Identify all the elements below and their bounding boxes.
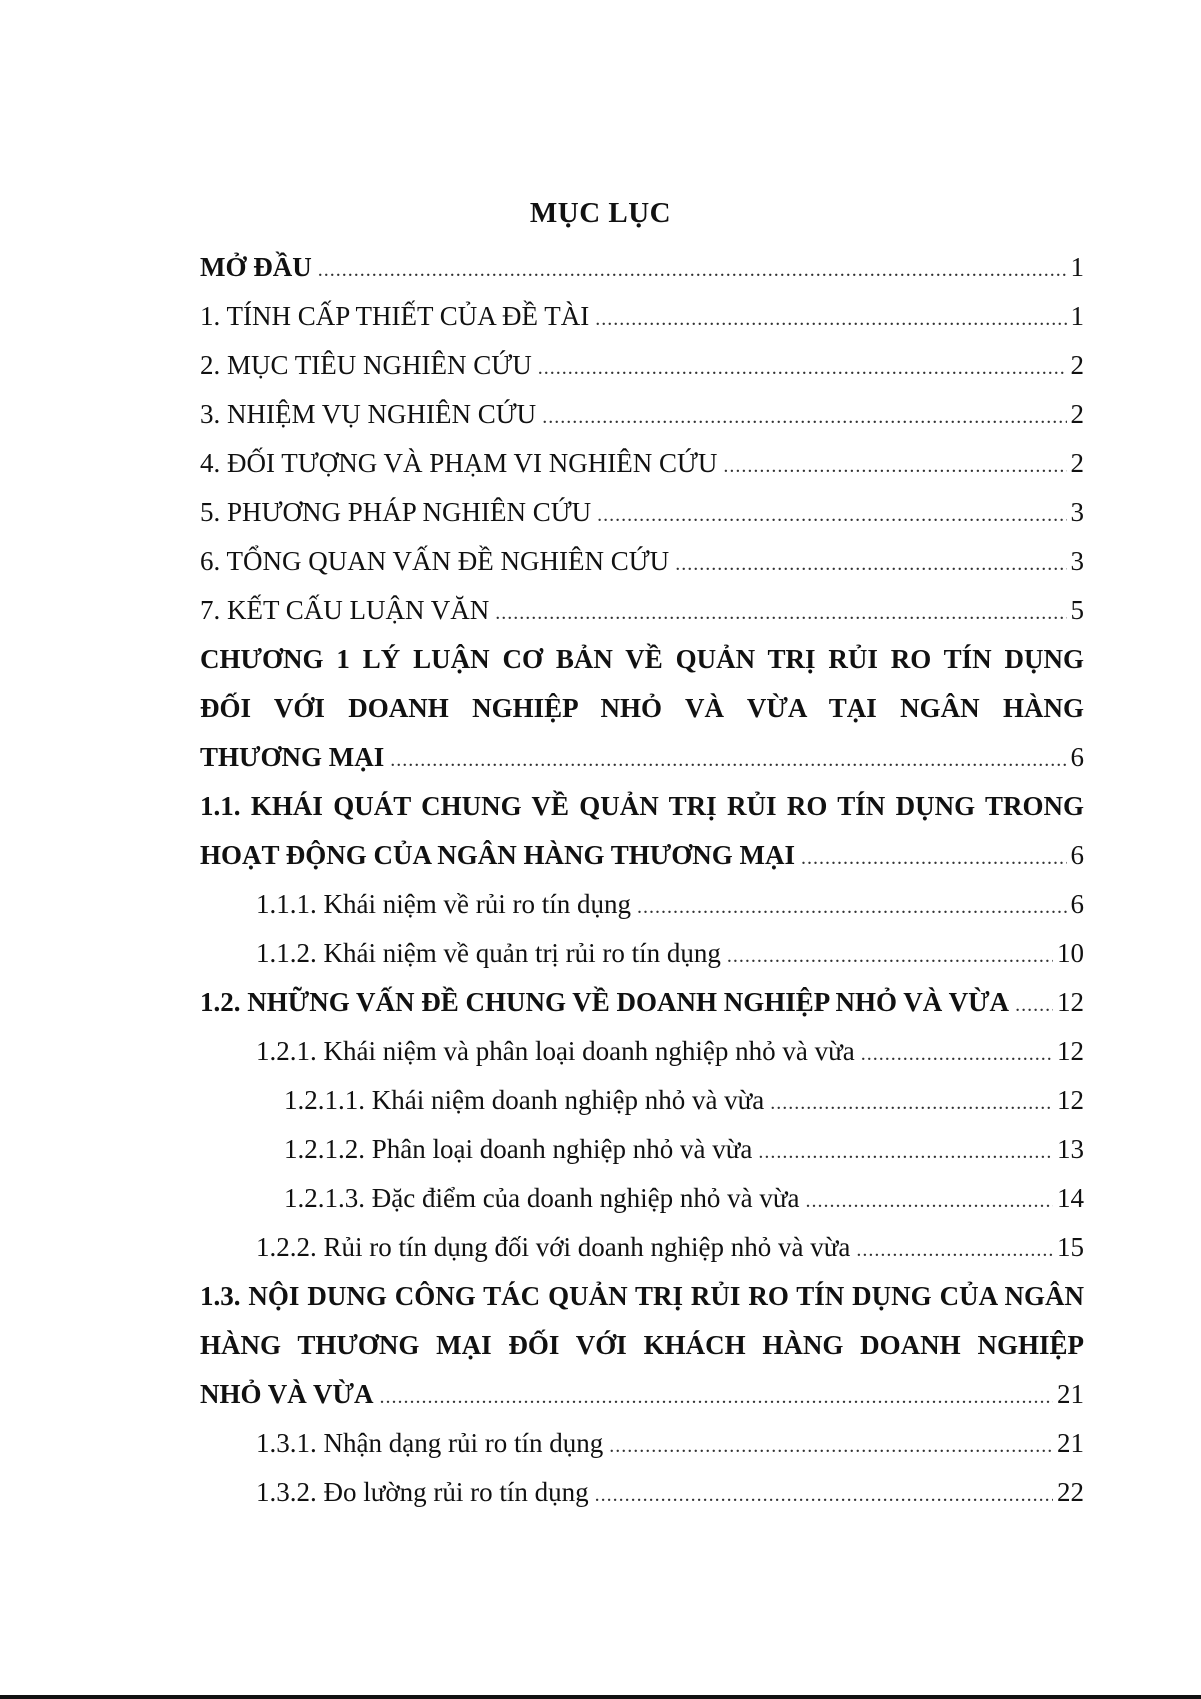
toc-entry-row xyxy=(200,1174,1084,1223)
toc-entry xyxy=(200,341,1084,390)
toc-entry-row xyxy=(200,341,1084,390)
toc-entry xyxy=(200,1468,1084,1517)
toc-entry-page-number: 21 xyxy=(1057,1379,1084,1409)
toc-entry xyxy=(200,439,1084,488)
toc-entry xyxy=(200,929,1084,978)
toc-entry-page-number: 14 xyxy=(1057,1183,1084,1213)
toc-entry-title: 1. TÍNH CẤP THIẾT CỦA ĐỀ TÀI xyxy=(200,301,590,331)
dot-leader xyxy=(595,1471,1053,1520)
toc-entry-title: 1.2.2. Rủi ro tín dụng đối với doanh nghiệp nhỏ và vừa xyxy=(256,1232,851,1262)
toc-entry-page-number: 12 xyxy=(1057,987,1084,1017)
toc-entry xyxy=(200,1272,1084,1419)
toc-entry-title: 7. KẾT CẤU LUẬN VĂN xyxy=(200,595,490,625)
toc-entry-title: HOẠT ĐỘNG CỦA NGÂN HÀNG THƯƠNG MẠI xyxy=(200,840,796,870)
toc-entry-heading-line: ĐỐI VỚI DOANH NGHIỆP NHỎ VÀ VỪA TẠI NGÂN HÀNG xyxy=(200,693,1084,723)
toc-entry-title: 3. NHIỆM VỤ NGHIÊN CỨU xyxy=(200,399,537,429)
dot-leader xyxy=(595,295,1066,344)
toc-entry xyxy=(200,390,1084,439)
toc-entry-row xyxy=(200,733,1084,782)
dot-leader xyxy=(675,540,1066,589)
toc-entry-title: 1.1.1. Khái niệm về rủi ro tín dụng xyxy=(256,889,631,919)
dot-leader xyxy=(597,491,1066,540)
toc-entry-row xyxy=(200,586,1084,635)
toc-entry xyxy=(200,537,1084,586)
toc-list xyxy=(200,243,1084,1517)
toc-entry-page-number: 15 xyxy=(1057,1232,1084,1262)
toc-entry-page-number: 10 xyxy=(1057,938,1084,968)
toc-entry-page-number: 2 xyxy=(1070,399,1084,429)
dot-leader xyxy=(542,393,1066,442)
toc-entry xyxy=(200,1419,1084,1468)
toc-entry xyxy=(200,586,1084,635)
toc-entry-title: THƯƠNG MẠI xyxy=(200,742,385,772)
toc-entry-heading-line: 1.1. KHÁI QUÁT CHUNG VỀ QUẢN TRỊ RỦI RO TÍN DỤNG TRONG xyxy=(200,791,1084,821)
toc-entry xyxy=(200,292,1084,341)
toc-entry xyxy=(200,488,1084,537)
toc-entry-title: 1.2.1.2. Phân loại doanh nghiệp nhỏ và vừa xyxy=(284,1134,753,1164)
page-bottom-border xyxy=(0,1695,1201,1699)
toc-entry-row xyxy=(200,1027,1084,1076)
toc-entry xyxy=(200,1174,1084,1223)
toc-entry-page-number: 2 xyxy=(1070,448,1084,478)
dot-leader xyxy=(770,1079,1053,1128)
dot-leader xyxy=(806,1177,1054,1226)
toc-entry-row xyxy=(200,1370,1084,1419)
toc-entry-heading-line: CHƯƠNG 1 LÝ LUẬN CƠ BẢN VỀ QUẢN TRỊ RỦI RO TÍN DỤNG xyxy=(200,644,1084,674)
toc-entry xyxy=(200,880,1084,929)
dot-leader xyxy=(861,1030,1053,1079)
toc-entry-row xyxy=(200,1125,1084,1174)
dot-leader xyxy=(801,834,1066,883)
toc-entry-title: NHỎ VÀ VỪA xyxy=(200,1379,374,1409)
toc-entry-row xyxy=(200,1076,1084,1125)
dot-leader xyxy=(758,1128,1053,1177)
toc-entry-row xyxy=(200,880,1084,929)
toc-entry-heading-line: 1.3. NỘI DUNG CÔNG TÁC QUẢN TRỊ RỦI RO TÍN DỤNG CỦA NGÂN xyxy=(200,1281,1084,1311)
toc-entry-row xyxy=(200,1419,1084,1468)
dot-leader xyxy=(727,932,1053,981)
dot-leader xyxy=(318,246,1067,295)
toc-entry-row xyxy=(200,929,1084,978)
toc-entry-title: 1.3.2. Đo lường rủi ro tín dụng xyxy=(256,1477,589,1507)
toc-entry-title: 2. MỤC TIÊU NGHIÊN CỨU xyxy=(200,350,532,380)
toc-entry-page-number: 6 xyxy=(1070,742,1084,772)
toc-entry-row xyxy=(200,537,1084,586)
toc-entry-row xyxy=(200,978,1084,1027)
toc-entry-title: 1.2.1. Khái niệm và phân loại doanh nghiệp nhỏ và vừa xyxy=(256,1036,855,1066)
toc-entry-row xyxy=(200,488,1084,537)
toc-entry-page-number: 21 xyxy=(1057,1428,1084,1458)
toc-entry xyxy=(200,1027,1084,1076)
dot-leader xyxy=(538,344,1067,393)
toc-entry xyxy=(200,243,1084,292)
toc-entry xyxy=(200,635,1084,782)
toc-entry-page-number: 12 xyxy=(1057,1085,1084,1115)
toc-entry-title: 1.3.1. Nhận dạng rủi ro tín dụng xyxy=(256,1428,604,1458)
toc-entry-row xyxy=(200,1223,1084,1272)
toc-entry-page-number: 5 xyxy=(1070,595,1084,625)
toc-entry-title: 6. TỔNG QUAN VẤN ĐỀ NGHIÊN CỨU xyxy=(200,546,670,576)
toc-entry-title: 1.1.2. Khái niệm về quản trị rủi ro tín dụng xyxy=(256,938,721,968)
toc-entry-page-number: 2 xyxy=(1070,350,1084,380)
toc-entry-row xyxy=(200,439,1084,488)
toc-entry-page-number: 1 xyxy=(1070,301,1084,331)
toc-entry-page-number: 13 xyxy=(1057,1134,1084,1164)
toc-entry-row xyxy=(200,390,1084,439)
toc-entry-page-number: 6 xyxy=(1070,840,1084,870)
toc-entry-row xyxy=(200,292,1084,341)
toc-entry-title: 1.2. NHỮNG VẤN ĐỀ CHUNG VỀ DOANH NGHIỆP NHỎ VÀ VỪA xyxy=(200,987,1010,1017)
toc-entry-title: 4. ĐỐI TƯỢNG VÀ PHẠM VI NGHIÊN CỨU xyxy=(200,448,718,478)
toc-entry-row xyxy=(200,831,1084,880)
toc-entry-title: 5. PHƯƠNG PHÁP NGHIÊN CỨU xyxy=(200,497,592,527)
toc-entry xyxy=(200,978,1084,1027)
toc-entry-page-number: 12 xyxy=(1057,1036,1084,1066)
dot-leader xyxy=(723,442,1066,491)
toc-title: MỤC LỤC xyxy=(529,197,672,229)
dot-leader xyxy=(637,883,1067,932)
toc-entry-page-number: 22 xyxy=(1057,1477,1084,1507)
dot-leader xyxy=(1015,981,1053,1030)
dot-leader xyxy=(495,589,1066,638)
toc-entry-title: 1.2.1.1. Khái niệm doanh nghiệp nhỏ và vừa xyxy=(284,1085,765,1115)
toc-entry-row xyxy=(200,1468,1084,1517)
toc-entry-title: MỞ ĐẦU xyxy=(200,252,312,282)
dot-leader xyxy=(856,1226,1053,1275)
toc-entry-heading-line: HÀNG THƯƠNG MẠI ĐỐI VỚI KHÁCH HÀNG DOANH NGHIỆP xyxy=(200,1330,1084,1360)
dot-leader xyxy=(380,1373,1053,1422)
toc-entry-page-number: 6 xyxy=(1070,889,1084,919)
toc-entry xyxy=(200,1223,1084,1272)
toc-entry-page-number: 1 xyxy=(1070,252,1084,282)
toc-entry xyxy=(200,782,1084,880)
toc-entry-title: 1.2.1.3. Đặc điểm của doanh nghiệp nhỏ và vừa xyxy=(284,1183,800,1213)
dot-leader xyxy=(609,1422,1053,1471)
dot-leader xyxy=(390,736,1066,785)
toc-entry xyxy=(200,1076,1084,1125)
toc-entry-row xyxy=(200,243,1084,292)
toc-entry-page-number: 3 xyxy=(1070,546,1084,576)
toc-entry xyxy=(200,1125,1084,1174)
toc-entry-page-number: 3 xyxy=(1070,497,1084,527)
